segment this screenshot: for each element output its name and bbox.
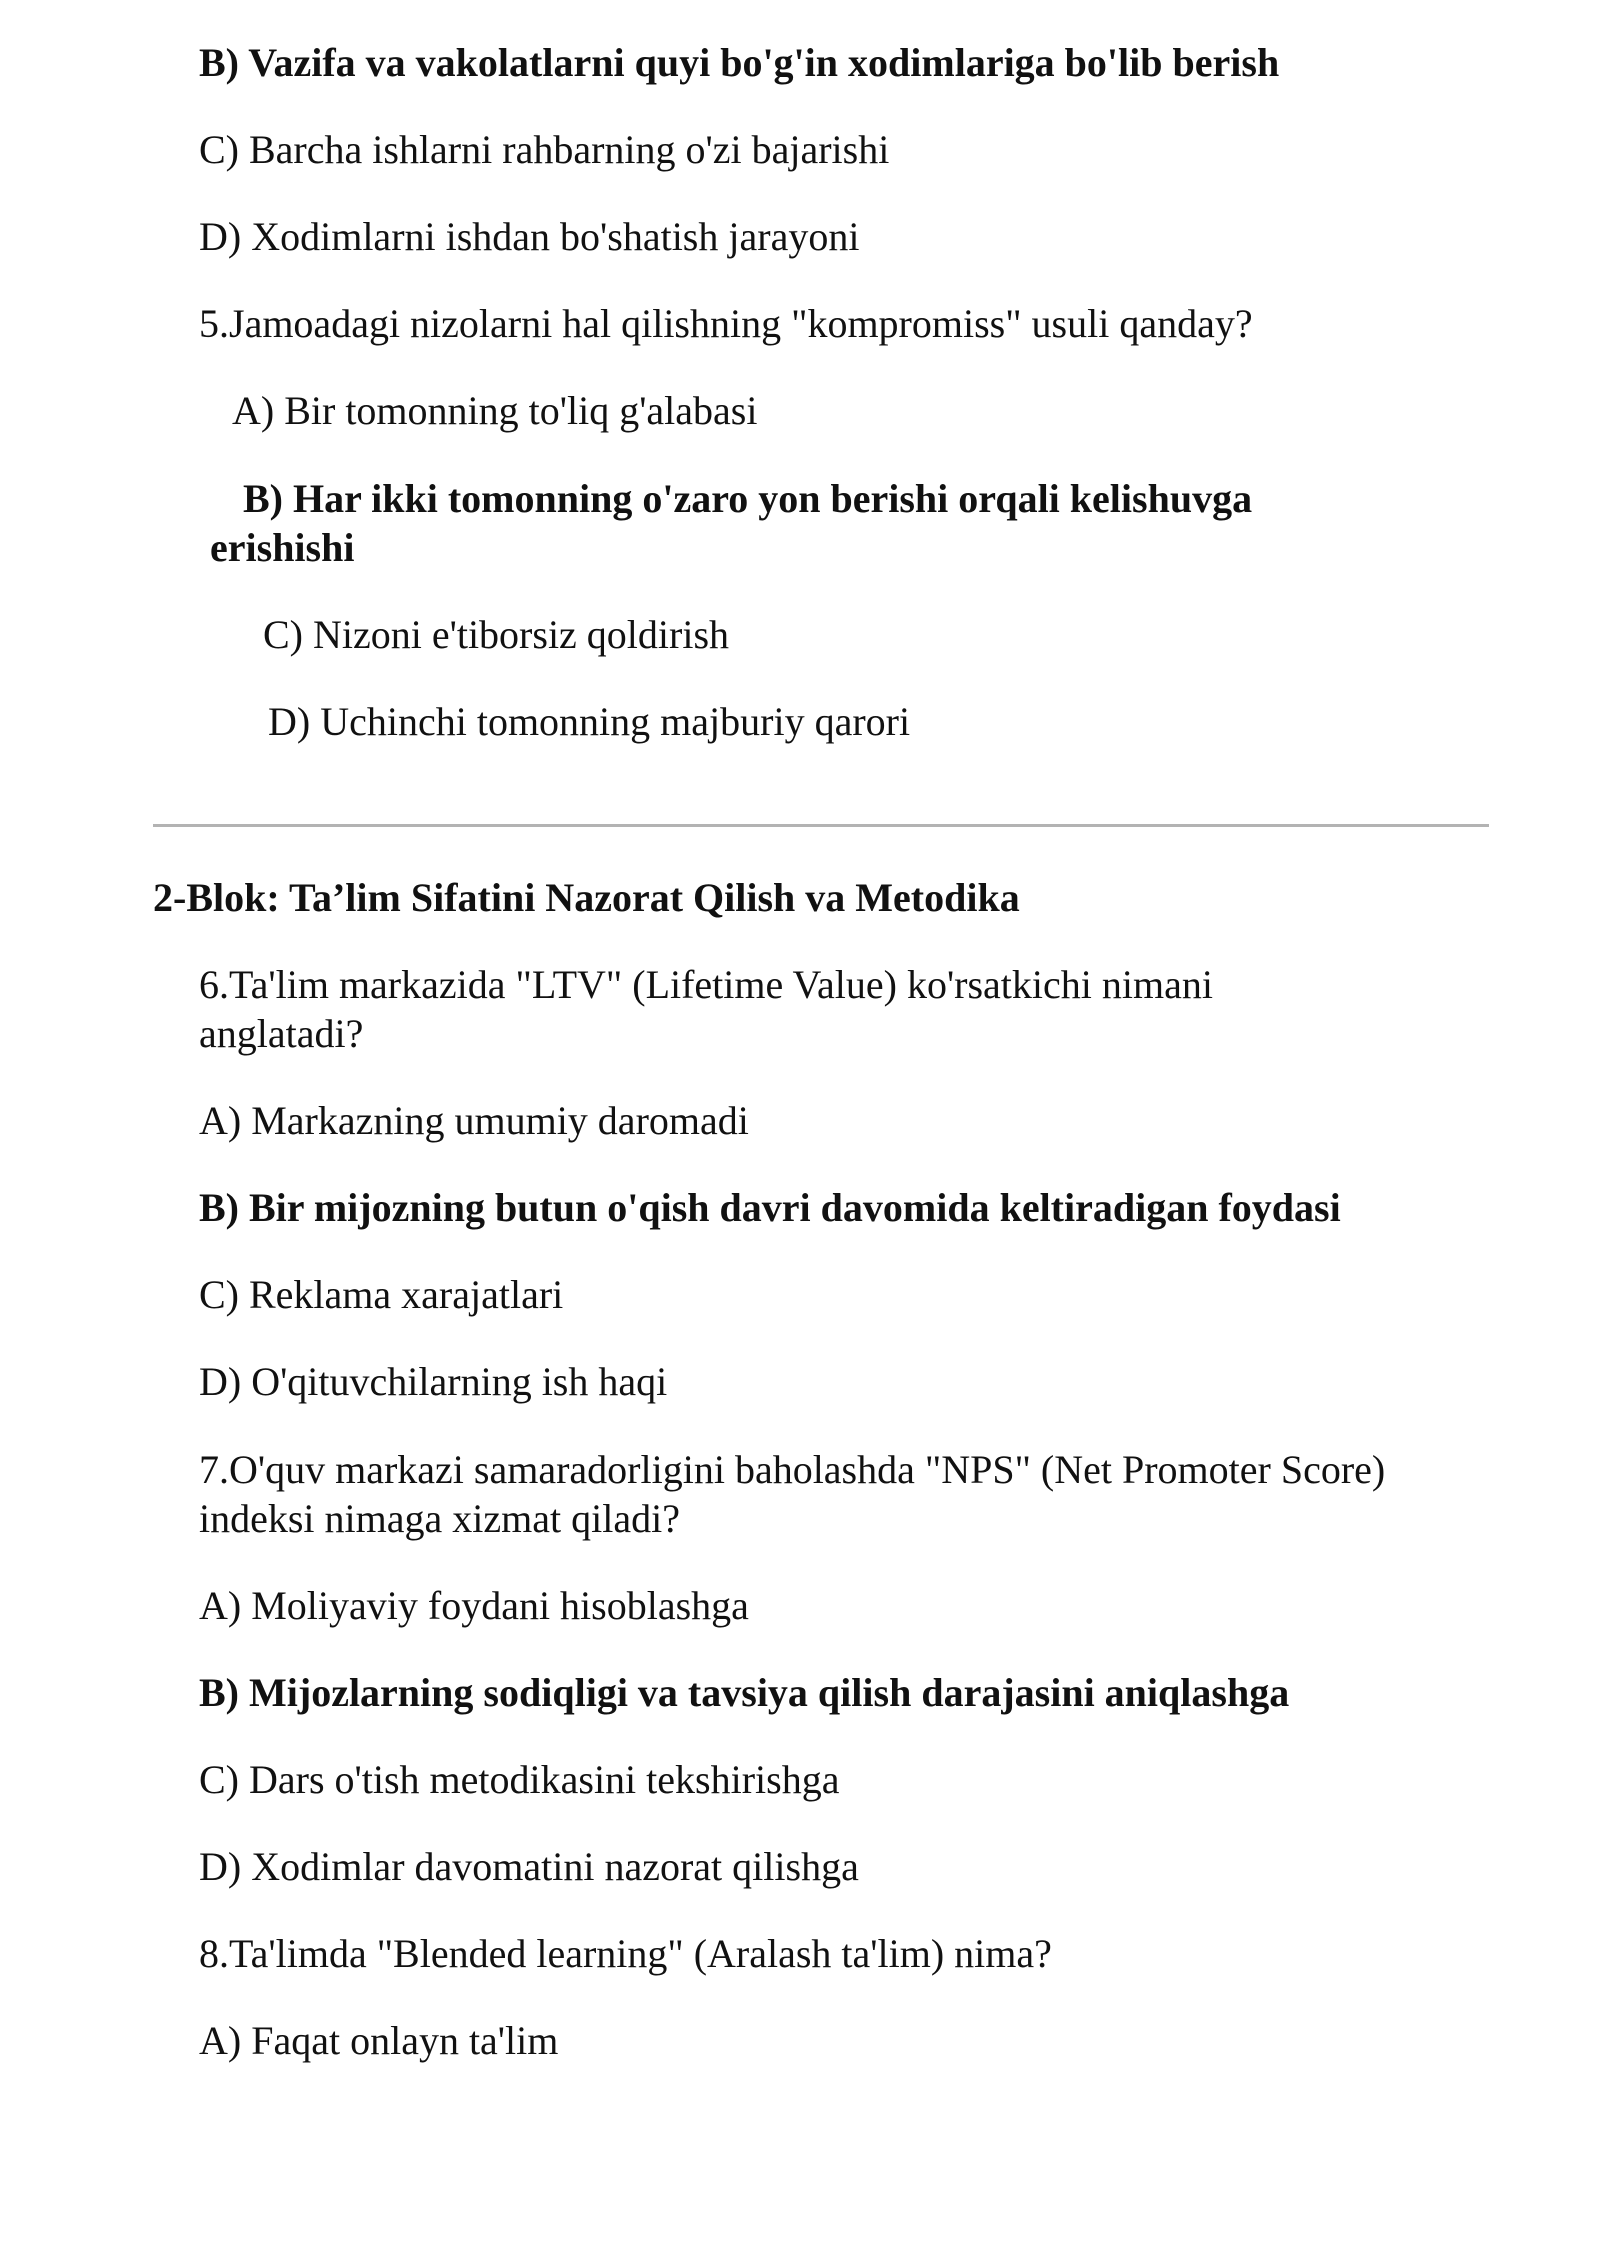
block-2-heading: 2-Blok: Ta’lim Sifatini Nazorat Qilish va Metodika <box>153 875 1020 920</box>
q5-option-d: D) Uchinchi tomonning majburiy qarori <box>268 699 911 744</box>
section-divider <box>153 824 1489 827</box>
q8-question: 8.Ta'limda "Blended learning" (Aralash ta'lim) nima? <box>199 1931 1052 1976</box>
q6-option-c: C) Reklama xarajatlari <box>199 1272 564 1317</box>
q5-question: 5.Jamoadagi nizolarni hal qilishning "kompromiss" usuli qanday? <box>199 301 1253 346</box>
q6-question-line1: 6.Ta'lim markazida "LTV" (Lifetime Value) ko'rsatkichi nimani <box>199 962 1213 1007</box>
q7-option-d: D) Xodimlar davomatini nazorat qilishga <box>199 1844 859 1889</box>
q4-option-d: D) Xodimlarni ishdan bo'shatish jarayoni <box>199 214 860 259</box>
q6-option-a: A) Markazning umumiy daromadi <box>199 1098 749 1143</box>
q8-option-a: A) Faqat onlayn ta'lim <box>199 2018 559 2063</box>
q7-option-c: C) Dars o'tish metodikasini tekshirishga <box>199 1757 840 1802</box>
q7-option-a: A) Moliyaviy foydani hisoblashga <box>199 1583 749 1628</box>
q5-option-b-correct-line1: B) Har ikki tomonning o'zaro yon berishi orqali kelishuvga <box>243 476 1253 521</box>
q6-option-b-correct: B) Bir mijozning butun o'qish davri davomida keltiradigan foydasi <box>199 1185 1341 1230</box>
q4-option-c: C) Barcha ishlarni rahbarning o'zi bajarishi <box>199 127 890 172</box>
q6-question-line2: anglatadi? <box>199 1011 364 1056</box>
q5-option-a: A) Bir tomonning to'liq g'alabasi <box>232 388 758 433</box>
q6-option-d: D) O'qituvchilarning ish haqi <box>199 1359 668 1404</box>
q7-question-line2: indeksi nimaga xizmat qiladi? <box>199 1496 680 1541</box>
q4-option-b-correct: B) Vazifa va vakolatlarni quyi bo'g'in xodimlariga bo'lib berish <box>199 40 1280 85</box>
q7-option-b-correct: B) Mijozlarning sodiqligi va tavsiya qilish darajasini aniqlashga <box>199 1670 1290 1715</box>
q5-option-b-correct-line2: erishishi <box>210 525 355 570</box>
q5-option-c: C) Nizoni e'tiborsiz qoldirish <box>263 612 730 657</box>
q7-question-line1: 7.O'quv markazi samaradorligini baholashda "NPS" (Net Promoter Score) <box>199 1447 1386 1492</box>
